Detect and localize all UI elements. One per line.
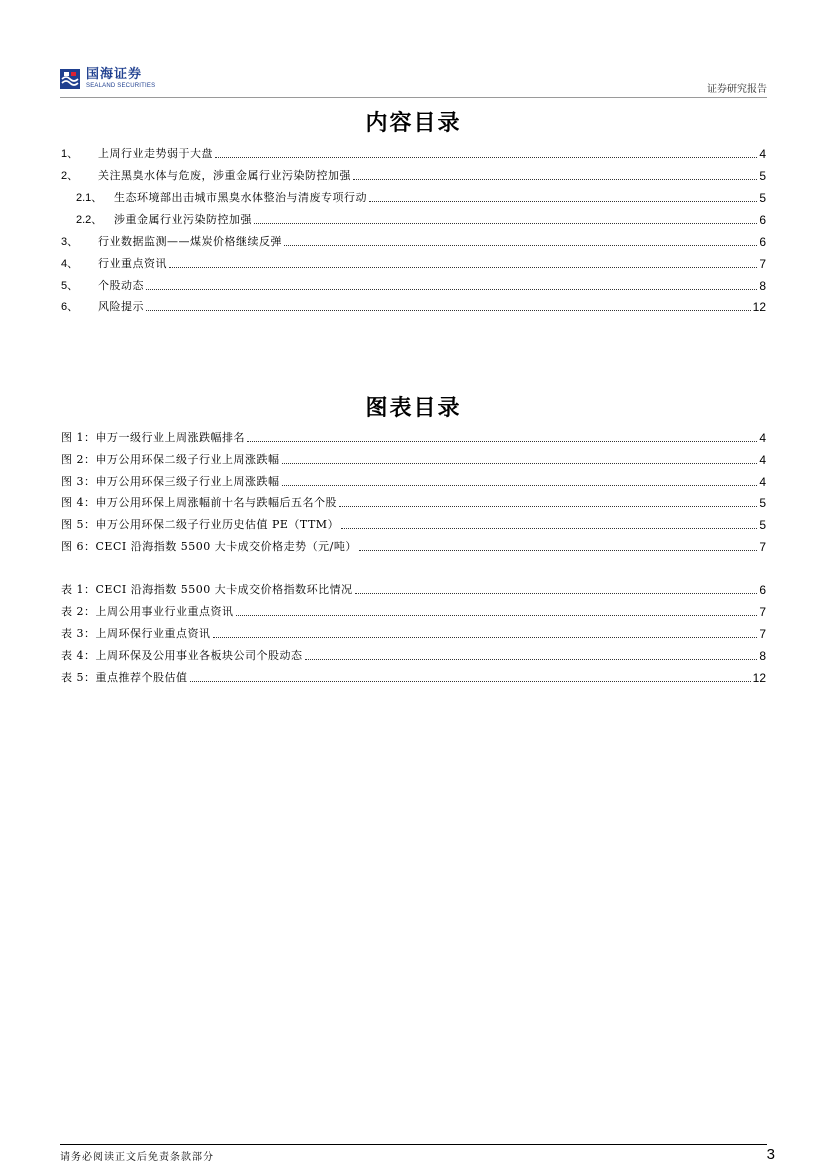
toc-entry[interactable]: [61, 298, 766, 314]
figure-entry[interactable]: [61, 473, 766, 489]
toc-entry-label: 涉重金属行业污染防控加强: [114, 213, 252, 226]
toc-entry-label: 风险提示: [98, 300, 144, 313]
toc-entry-number: 2.2、: [76, 214, 103, 226]
figure-entry[interactable]: [61, 516, 766, 532]
toc-entry[interactable]: [61, 233, 766, 249]
figure-entry-page: 4: [759, 475, 766, 489]
footer-divider: [60, 1144, 767, 1145]
leader-dots: [146, 288, 757, 290]
table-entry-page: 12: [752, 671, 766, 685]
toc-entry[interactable]: [76, 211, 766, 227]
toc-entry[interactable]: [61, 255, 766, 271]
logo-chinese-text: 国海证券: [86, 67, 143, 82]
figure-entry-page: 5: [759, 518, 766, 532]
table-entry-page: 6: [759, 583, 766, 597]
leader-dots: [282, 462, 758, 464]
leader-dots: [236, 614, 758, 616]
leader-dots: [355, 592, 758, 594]
figure-entry-label: 图 1：申万一级行业上周涨跌幅排名: [61, 431, 245, 444]
toc-entry-label: 行业数据监测——煤炭价格继续反弹: [98, 235, 282, 248]
figure-entry[interactable]: [61, 429, 766, 445]
toc-entry[interactable]: [61, 145, 766, 161]
toc-entry-page: 7: [759, 257, 766, 271]
leader-dots: [190, 680, 751, 682]
toc-entry-number: 6、: [61, 301, 79, 313]
figure-entry-label: 图 3：申万公用环保三级子行业上周涨跌幅: [61, 475, 280, 488]
leader-dots: [369, 200, 757, 202]
logo-english-text: SEALAND SECURITIES: [86, 83, 156, 89]
table-entry[interactable]: [61, 625, 766, 641]
figure-entry-page: 5: [759, 496, 766, 510]
leader-dots: [215, 156, 757, 158]
table-entry-label: 表 3：上周环保行业重点资讯: [61, 627, 211, 640]
figure-entry-label: 图 4：申万公用环保上周涨幅前十名与跌幅后五名个股: [61, 496, 337, 509]
sealand-logo-icon: [60, 69, 80, 89]
toc-entry-label: 个股动态: [98, 279, 144, 292]
table-entry-label: 表 1：CECI 沿海指数 5500 大卡成交价格指数环比情况: [61, 583, 353, 596]
toc-entry[interactable]: [61, 277, 766, 293]
disclaimer-note: 请务必阅读正文后免责条款部分: [60, 1152, 214, 1163]
contents-title: 内容目录: [365, 111, 462, 136]
leader-dots: [254, 222, 757, 224]
toc-entry-number: 3、: [61, 236, 79, 248]
figure-entry-label: 图 2：申万公用环保二级子行业上周涨跌幅: [61, 453, 280, 466]
figures-title: 图表目录: [365, 396, 462, 421]
leader-dots: [213, 636, 758, 638]
leader-dots: [169, 266, 757, 268]
figure-entry-page: 4: [759, 453, 766, 467]
toc-entry-label: 关注黑臭水体与危废，涉重金属行业污染防控加强: [98, 169, 351, 182]
table-entry[interactable]: [61, 581, 766, 597]
figure-entry[interactable]: [61, 494, 766, 510]
table-entry-label: 表 4：上周环保及公用事业各板块公司个股动态: [61, 649, 303, 662]
leader-dots: [247, 440, 757, 442]
toc-entry-page: 12: [752, 300, 766, 314]
toc-entry-number: 2.1、: [76, 192, 103, 204]
table-entry-label: 表 5：重点推荐个股估值: [61, 671, 188, 684]
leader-dots: [282, 484, 758, 486]
leader-dots: [305, 658, 758, 660]
leader-dots: [146, 309, 751, 311]
leader-dots: [359, 549, 757, 551]
leader-dots: [353, 178, 757, 180]
toc-entry-label: 生态环境部出击城市黑臭水体整治与清废专项行动: [114, 191, 367, 204]
figure-entry-label: 图 6：CECI 沿海指数 5500 大卡成交价格走势（元/吨）: [61, 540, 357, 553]
page-number: 3: [766, 1146, 775, 1163]
toc-entry-number: 1、: [61, 148, 79, 160]
table-entry[interactable]: [61, 647, 766, 663]
table-entry[interactable]: [61, 603, 766, 619]
figure-entry-label: 图 5：申万公用环保二级子行业历史估值 PE（TTM）: [61, 518, 340, 531]
toc-entry-number: 5、: [61, 280, 79, 292]
table-entry-page: 7: [759, 627, 766, 641]
toc-entry-page: 6: [759, 235, 766, 249]
figure-entry[interactable]: [61, 451, 766, 467]
toc-entry-label: 上周行业走势弱于大盘: [98, 147, 213, 160]
toc-entry[interactable]: [61, 167, 766, 183]
leader-dots: [339, 505, 757, 507]
company-logo: [60, 68, 155, 90]
toc-entry-page: 5: [759, 169, 766, 183]
figure-entry-page: 7: [759, 540, 766, 554]
toc-entry-page: 6: [759, 213, 766, 227]
toc-entry-label: 行业重点资讯: [98, 257, 167, 270]
table-entry[interactable]: [61, 669, 766, 685]
toc-entry-page: 4: [759, 147, 766, 161]
page-header: [60, 66, 767, 98]
table-entry-page: 7: [759, 605, 766, 619]
header-divider: [60, 97, 767, 98]
figure-entry-page: 4: [759, 431, 766, 445]
toc-entry[interactable]: [76, 189, 766, 205]
toc-entry-page: 8: [759, 279, 766, 293]
figure-entry[interactable]: [61, 538, 766, 554]
table-entry-label: 表 2：上周公用事业行业重点资讯: [61, 605, 234, 618]
leader-dots: [341, 527, 757, 529]
report-type-label: 证券研究报告: [707, 84, 767, 95]
leader-dots: [284, 244, 757, 246]
toc-entry-page: 5: [759, 191, 766, 205]
table-entry-page: 8: [759, 649, 766, 663]
toc-entry-number: 2、: [61, 170, 79, 182]
toc-entry-number: 4、: [61, 258, 79, 270]
